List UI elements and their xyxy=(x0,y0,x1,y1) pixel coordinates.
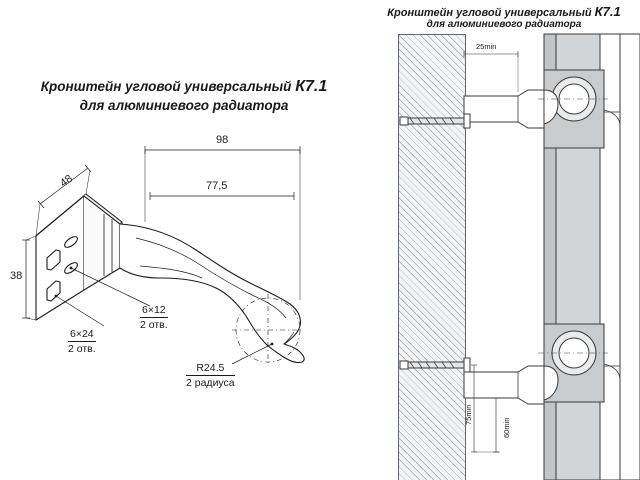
left-view-title-text: Кронштейн угловой универсальный xyxy=(40,79,292,94)
left-view-title-code: К7.1 xyxy=(295,78,328,95)
callout-6x24 xyxy=(68,328,96,355)
right-view-title-code: К7.1 xyxy=(594,4,621,19)
dim-48: 48 xyxy=(58,172,75,190)
callout-6x12-size: 6×12 xyxy=(140,304,168,318)
callout-6x24-qty: 2 отв. xyxy=(68,343,96,356)
dim-25min: 25min xyxy=(476,42,497,51)
callout-6x12-qty: 2 отв. xyxy=(140,319,168,332)
dim-77-5: 77,5 xyxy=(206,180,228,192)
dim-38: 38 xyxy=(10,270,23,282)
callout-r24-5-value: R24.5 xyxy=(186,362,235,376)
right-view-title-text: Кронштейн угловой универсальный xyxy=(387,7,592,19)
left-view-subtitle: для алюминиевого радиатора xyxy=(79,98,289,113)
dim-60min: 60min xyxy=(502,417,511,438)
radiator-section-svg xyxy=(368,0,640,480)
callout-6x12 xyxy=(140,304,168,331)
callout-r24-5-qty: 2 радиуса xyxy=(186,377,235,390)
dim-98: 98 xyxy=(216,134,229,146)
right-view-subtitle: для алюминиевого радиатора xyxy=(426,19,582,30)
callout-r24-5 xyxy=(186,362,235,389)
dim-75min: 75min xyxy=(464,404,473,425)
callout-6x24-size: 6×24 xyxy=(68,328,96,342)
right-section-view xyxy=(368,0,640,480)
